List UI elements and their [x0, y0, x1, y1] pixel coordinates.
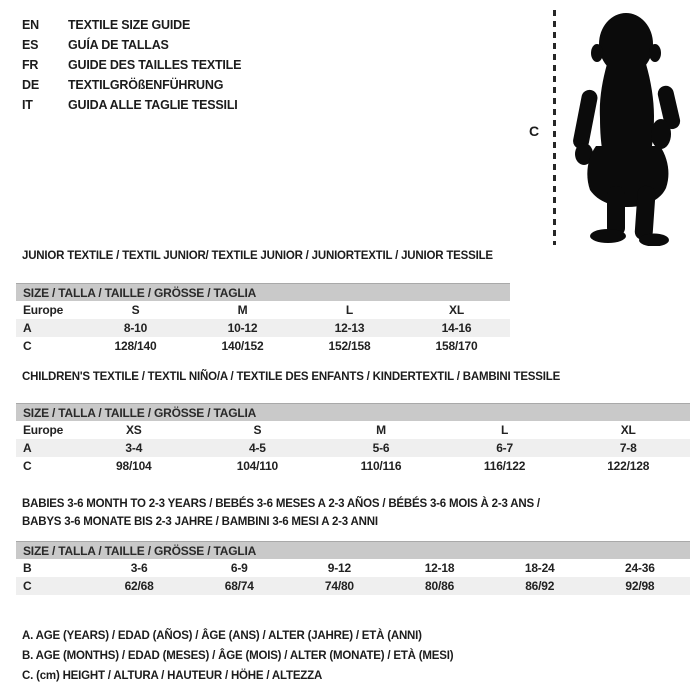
table-cell: L — [345, 303, 354, 317]
table-row — [16, 337, 510, 355]
table-cell: L — [501, 423, 509, 437]
table-cell: 4-5 — [196, 439, 320, 457]
table-header-row — [16, 542, 690, 560]
table-row — [16, 577, 690, 595]
table-row — [16, 439, 690, 457]
children-size-table — [16, 403, 690, 475]
table-row — [16, 319, 510, 337]
language-label: TEXTILE SIZE GUIDE — [68, 18, 191, 32]
table-row — [16, 457, 690, 475]
table-cell: 128/140 — [114, 339, 157, 353]
junior-section-title: JUNIOR TEXTILE / TEXTIL JUNIOR/ TEXTILE JUNIOR / JUNIORTEXTIL / JUNIOR TESSILE — [22, 250, 493, 262]
footnotes — [22, 626, 453, 686]
language-code: IT — [22, 98, 33, 112]
table-cell: 152/158 — [328, 339, 371, 353]
table-cell: 18-24 — [524, 561, 555, 575]
children-section-title: CHILDREN'S TEXTILE / TEXTIL NIÑO/A / TEXTILE DES ENFANTS / KINDERTEXTIL / BAMBINI TESSILE — [22, 371, 561, 383]
language-label: GUIDA ALLE TAGLIE TESSILI — [68, 98, 238, 112]
table-cell: M — [237, 303, 248, 317]
table-cell: XS — [125, 423, 142, 437]
row-label: C — [16, 577, 89, 595]
table-cell: 62/68 — [89, 577, 189, 595]
language-code: ES — [22, 38, 39, 52]
table-cell: 98/104 — [116, 459, 152, 473]
table-cell: 12-13 — [296, 319, 403, 337]
table-cell: 10-12 — [189, 319, 296, 337]
table-cell: 140/152 — [221, 339, 264, 353]
language-code: FR — [22, 58, 39, 72]
language-list — [22, 15, 241, 115]
babies-size-table — [16, 541, 690, 595]
babies-section-title-line2: BABYS 3-6 MONATE BIS 2-3 JAHRE / BAMBINI 3-6 MESI A 2-3 ANNI — [22, 516, 378, 528]
height-measure-dashed-line — [553, 10, 556, 245]
footnote-b: B. AGE (MONTHS) / EDAD (MESES) / ÂGE (MOIS) / ALTER (MONATE) / ETÀ (MESI) — [22, 650, 454, 662]
size-header-cell: SIZE / TALLA / TAILLE / GRÖSSE / TAGLIA — [16, 284, 510, 302]
language-row-fr — [22, 55, 241, 75]
table-cell: 80/86 — [389, 577, 489, 595]
language-code: DE — [22, 78, 39, 92]
toddler-silhouette-icon — [562, 8, 694, 246]
table-cell: 116/122 — [483, 459, 526, 473]
row-label: Europe — [23, 303, 64, 317]
height-measure-label: C — [529, 123, 540, 139]
table-cell: 86/92 — [490, 577, 590, 595]
table-cell: 110/116 — [360, 459, 402, 473]
table-cell: 24-36 — [625, 561, 655, 575]
table-row — [16, 559, 690, 577]
table-cell: XL — [449, 303, 464, 317]
language-label: GUIDE DES TAILLES TEXTILE — [68, 58, 242, 72]
language-label: GUÍA DE TALLAS — [68, 38, 169, 52]
language-row-es — [22, 35, 241, 55]
row-label: C — [23, 459, 32, 473]
table-cell: 74/80 — [289, 577, 389, 595]
table-cell: 158/170 — [435, 339, 478, 353]
table-cell: 6-7 — [443, 439, 567, 457]
language-code: EN — [22, 18, 39, 32]
junior-size-table — [16, 283, 510, 355]
table-header-row — [16, 404, 690, 422]
row-label: A — [16, 439, 72, 457]
language-row-en — [22, 15, 241, 35]
footnote-c: C. (cm) HEIGHT / ALTURA / HAUTEUR / HÖHE / ALTEZZA — [22, 670, 323, 682]
table-cell: 12-18 — [424, 561, 455, 575]
table-cell: 5-6 — [319, 439, 443, 457]
table-cell: 8-10 — [82, 319, 189, 337]
table-cell: 122/128 — [607, 459, 650, 473]
table-cell: M — [376, 423, 386, 437]
table-cell: 68/74 — [189, 577, 289, 595]
table-cell: 14-16 — [403, 319, 510, 337]
table-cell: XL — [620, 423, 636, 437]
row-label: A — [16, 319, 82, 337]
table-cell: S — [131, 303, 140, 317]
table-row — [16, 301, 510, 319]
row-label: B — [23, 561, 32, 575]
table-cell: 3-4 — [72, 439, 196, 457]
table-cell: S — [253, 423, 262, 437]
size-header-cell: SIZE / TALLA / TAILLE / GRÖSSE / TAGLIA — [16, 404, 690, 422]
table-cell: 104/110 — [236, 459, 279, 473]
language-row-de — [22, 75, 241, 95]
table-cell: 6-9 — [230, 561, 248, 575]
table-cell: 92/98 — [590, 577, 690, 595]
language-label: TEXTILGRÖßENFÜHRUNG — [68, 78, 224, 92]
table-cell: 3-6 — [130, 561, 148, 575]
language-row-it — [22, 95, 241, 115]
table-header-row — [16, 284, 510, 302]
table-cell: 9-12 — [327, 561, 351, 575]
row-label: Europe — [23, 423, 64, 437]
footnote-a: A. AGE (YEARS) / EDAD (AÑOS) / ÂGE (ANS) / ALTER (JAHRE) / ETÀ (ANNI) — [22, 630, 422, 642]
table-row — [16, 421, 690, 439]
babies-section-title-line1: BABIES 3-6 MONTH TO 2-3 YEARS / BEBÉS 3-6 MESES A 2-3 AÑOS / BÉBÉS 3-6 MOIS À 2-3 ANS / — [22, 498, 540, 510]
size-header-cell: SIZE / TALLA / TAILLE / GRÖSSE / TAGLIA — [16, 542, 690, 560]
table-cell: 7-8 — [566, 439, 690, 457]
row-label: C — [23, 339, 32, 353]
